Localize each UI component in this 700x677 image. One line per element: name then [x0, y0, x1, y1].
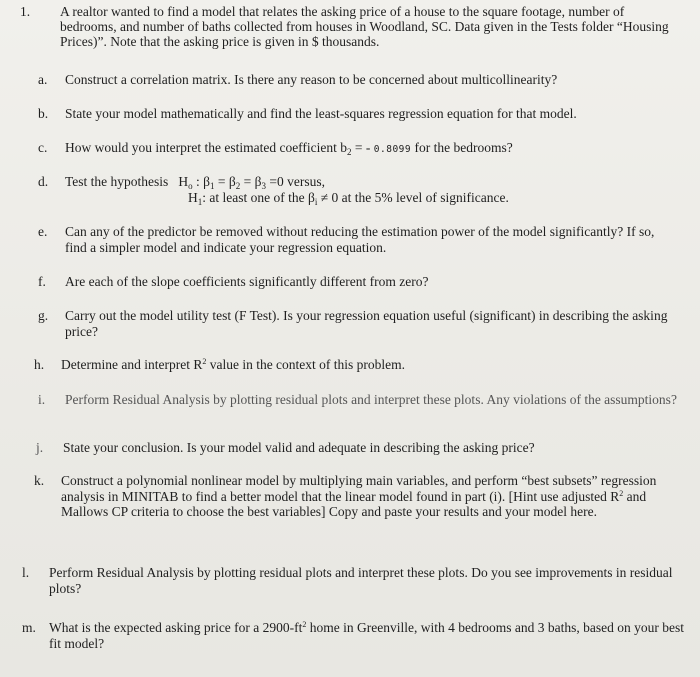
part-f	[38, 274, 678, 290]
question-text: A realtor wanted to find a model that relates the asking price of a house to the square footage, number of bedrooms, and number of baths collected from houses in Woodland, SC. Data given in the Tests folder “Housing Prices)”. Note that the asking price is given in $ thousands.	[60, 4, 669, 49]
part-label: c.	[38, 140, 48, 155]
part-text: Are each of the slope coefficients significantly different from zero?	[65, 274, 429, 289]
part-text-before: Determine and interpret R	[61, 357, 203, 372]
part-label: b.	[38, 106, 49, 121]
r-squared-superscript: 2	[619, 488, 624, 498]
part-text: Carry out the model utility test (F Test). Is your regression equation useful (significant) in describing the asking price?	[65, 308, 668, 339]
part-text-before: What is the expected asking price for a 2900-ft	[49, 620, 303, 635]
part-label: f.	[38, 274, 46, 289]
part-text-after: and Mallows CP criteria to choose the best variables] Copy and paste your results and your model here.	[61, 488, 647, 519]
part-text-after: value in the context of this problem.	[206, 357, 406, 372]
question-number: 1.	[20, 4, 31, 19]
part-h	[34, 357, 674, 373]
part-text: Perform Residual Analysis by plotting residual plots and interpret these plots. Any violations of the assumptions?	[65, 392, 677, 407]
part-text: State your conclusion. Is your model valid and adequate in describing the asking price?	[63, 440, 535, 455]
hypothesis-lead: Test the hypothesis	[65, 174, 169, 189]
part-text: Can any of the predictor be removed without reducing the estimation power of the model significantly? If so, find a simpler model and indicate your regression equation.	[65, 224, 655, 255]
part-label: k.	[34, 473, 45, 488]
part-text	[61, 357, 674, 373]
part-a	[38, 72, 678, 88]
part-j	[36, 440, 676, 456]
part-k	[34, 473, 678, 520]
part-text-before: Construct a polynomial nonlinear model by multiplying main variables, and perform “best subsets” regression analysis in MINITAB to find a better model that the linear model found in part (i). [Hint use adjusted R	[61, 473, 657, 504]
part-text	[49, 620, 687, 651]
part-text: State your model mathematically and find the least-squares regression equation for that model.	[65, 106, 577, 121]
part-text-after: for the bedrooms?	[411, 140, 513, 155]
part-text	[61, 473, 678, 520]
coef-equals: = -	[351, 140, 374, 155]
part-label: h.	[34, 357, 45, 372]
part-label: l.	[22, 565, 30, 580]
alt-hypothesis: $H_1$: at least one of the $\beta_i \ne 0$ at the 5% level of significance.	[188, 189, 509, 207]
part-label: g.	[38, 308, 49, 323]
part-label: m.	[22, 620, 36, 635]
part-g	[38, 308, 678, 339]
part-label: a.	[38, 72, 48, 87]
part-text: Perform Residual Analysis by plotting residual plots and interpret these plots. Do you see improvements in residual plots?	[49, 565, 673, 596]
part-c	[38, 140, 678, 158]
part-l	[22, 565, 682, 596]
part-d	[38, 174, 678, 205]
part-label: d.	[38, 174, 49, 189]
part-m	[22, 620, 687, 651]
part-text	[65, 140, 678, 158]
part-label: j.	[36, 440, 44, 455]
ft-squared-superscript: 2	[302, 620, 307, 629]
part-b	[38, 106, 678, 122]
question-1	[20, 4, 680, 49]
part-text	[65, 174, 678, 190]
part-text-after: home in Greenville, with 4 bedrooms and 3 baths, based on your best fit model?	[49, 620, 684, 651]
part-e	[38, 224, 678, 255]
part-label: e.	[38, 224, 48, 239]
coef-value: 0.8099	[373, 144, 412, 155]
part-i	[38, 392, 678, 408]
part-label: i.	[38, 392, 46, 407]
part-text-before: How would you interpret the estimated coefficient b	[65, 140, 348, 155]
coef-subscript: 2	[347, 147, 352, 157]
r-squared-superscript: 2	[202, 357, 207, 366]
part-text: Construct a correlation matrix. Is there any reason to be concerned about multicollinearity?	[65, 72, 558, 87]
null-hypothesis: $H_o$ : $\beta_1 = \beta_2 = \beta_3 =0$ versus,	[178, 174, 325, 191]
